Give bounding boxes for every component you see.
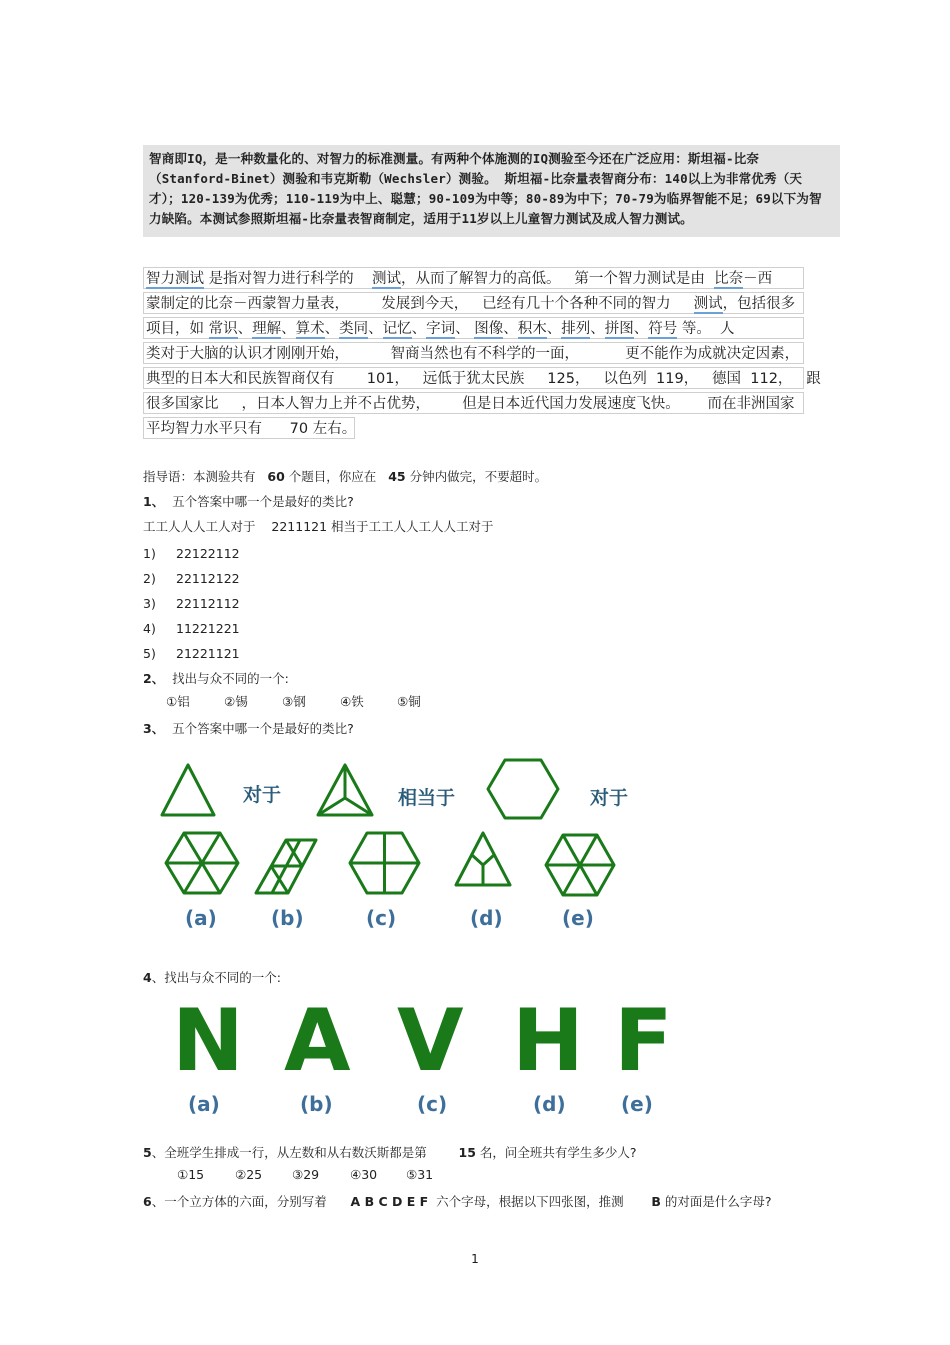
para-text: 等。 人: [677, 321, 735, 337]
link-text[interactable]: 图像: [474, 321, 504, 337]
para-text: 、: [237, 321, 253, 337]
q2-option[interactable]: ①铝: [166, 694, 190, 709]
q1-option[interactable]: 1) 22122112: [143, 546, 240, 561]
q3-label-b[interactable]: (b): [271, 906, 304, 930]
para-line-4: 类对于大脑的认识才刚刚开始， 智商当然也有不科学的一面， 更不能作为成就决定因素，: [143, 342, 804, 364]
q3-title: 3、 五个答案中哪一个是最好的类比?: [143, 721, 354, 736]
para-text: 、: [633, 321, 649, 337]
q5-option[interactable]: ①15: [177, 1167, 205, 1182]
para-text: ，包括很多: [722, 296, 796, 312]
q6-title: 6、一个立方体的六面，分别写着 A B C D E F 六个字母，根据以下四张图，推测 B 的对面是什么字母?: [143, 1194, 772, 1209]
q1-title: 1、 五个答案中哪一个是最好的类比?: [143, 494, 354, 509]
q4-letter-v: V: [397, 991, 464, 1091]
q2-option[interactable]: ⑤铜: [397, 694, 421, 709]
option-a-shape: [166, 833, 238, 893]
para-text: 是指对智力进行科学的: [204, 271, 373, 287]
para-line-5: 典型的日本大和民族智商仅有 101， 远低于犹太民族 125， 以色列 119， 德国 112， 跟: [143, 367, 804, 389]
q3-label-a[interactable]: (a): [185, 906, 217, 930]
para-text: 、: [281, 321, 296, 337]
option-c-shape: [350, 833, 419, 893]
para-text: 、: [455, 321, 475, 337]
q4-label-e[interactable]: (e): [621, 1092, 653, 1116]
page-number: 1: [471, 1252, 479, 1266]
link-text[interactable]: 常识: [208, 321, 238, 337]
link-text[interactable]: 比奈: [714, 271, 744, 287]
link-text[interactable]: 积木: [517, 321, 547, 337]
link-text[interactable]: 排列: [561, 321, 591, 337]
q4-letter-n: N: [172, 991, 244, 1091]
para-text: 、: [503, 321, 518, 337]
q4-letter-f: F: [614, 991, 673, 1091]
triangle-shape: [162, 765, 214, 815]
q3-label-e[interactable]: (e): [562, 906, 594, 930]
para-text: 、: [411, 321, 427, 337]
q5-option[interactable]: ③29: [292, 1167, 320, 1182]
link-text[interactable]: 测试: [693, 296, 723, 312]
q1-option[interactable]: 5) 21221121: [143, 646, 240, 661]
q5-title: 5、全班学生排成一行，从左数和从右数沃斯都是第 15 名，问全班共有学生多少人?: [143, 1145, 637, 1160]
triangle-with-center-lines: [318, 765, 372, 815]
q4-letter-a: A: [284, 991, 351, 1091]
intro-line: 智商即IQ，是一种数量化的、对智力的标准测量。有两种个体施测的IQ测验至今还在广泛应用：斯坦福-比奈: [149, 151, 760, 166]
q2-option[interactable]: ③钢: [282, 694, 306, 709]
q5-option[interactable]: ②25: [235, 1167, 263, 1182]
option-e-shape: [546, 835, 614, 895]
q1-option[interactable]: 4) 11221221: [143, 621, 240, 636]
q3-label-c[interactable]: (c): [366, 906, 397, 930]
link-text[interactable]: 测试: [372, 271, 402, 287]
q4-label-b[interactable]: (b): [300, 1092, 333, 1116]
link-text[interactable]: 智力测试: [146, 271, 204, 287]
link-text[interactable]: 字词: [426, 321, 456, 337]
link-text[interactable]: 记忆: [382, 321, 412, 337]
q3-word: 对于: [243, 784, 282, 806]
q4-label-a[interactable]: (a): [188, 1092, 220, 1116]
para-text: ，从而了解智力的高低。 第一个智力测试是由: [401, 271, 715, 287]
q1-option[interactable]: 2) 22112122: [143, 571, 240, 586]
para-text: 、: [324, 321, 340, 337]
para-text: 项目，如: [146, 321, 209, 337]
q3-word: 对于: [590, 787, 629, 809]
link-text[interactable]: 算术: [295, 321, 325, 337]
option-d-shape: [456, 833, 510, 885]
para-line-7: 平均智力水平只有 70 左右。: [143, 417, 355, 439]
q2-option[interactable]: ④铁: [340, 694, 364, 709]
q2-title: 2、 找出与众不同的一个:: [143, 671, 289, 686]
link-text[interactable]: 拼图: [604, 321, 634, 337]
para-text: 、: [546, 321, 562, 337]
q3-label-d[interactable]: (d): [470, 906, 503, 930]
para-text: 、: [368, 321, 383, 337]
intro-line: （Stanford-Binet）测验和韦克斯勒（Wechsler）测验。 斯坦福-比奈量表智商分布：140以上为非常优秀（天: [149, 171, 803, 186]
intro-line: 力缺陷。本测试参照斯坦福-比奈量表智商制定，适用于11岁以上儿童智力测试及成人智力测试。: [149, 211, 693, 226]
q4-title: 4、找出与众不同的一个:: [143, 970, 281, 985]
link-text[interactable]: 符号: [648, 321, 678, 337]
para-line-6: 很多国家比 ，日本人智力上并不占优势， 但是日本近代国力发展速度飞快。 而在非洲国家: [143, 392, 804, 414]
q3-word: 相当于: [398, 787, 456, 809]
intro-line: 才）；120-139为优秀；110-119为中上、聪慧；90-109为中等；80-89为中下；70-79为临界智能不足；69以下为智: [149, 191, 822, 206]
link-text[interactable]: 类同: [339, 321, 369, 337]
q4-label-d[interactable]: (d): [533, 1092, 566, 1116]
hexagon-shape: [488, 760, 558, 818]
q1-stem: 工工人人人工人对于 2211121 相当于工工人人工人人工对于: [143, 519, 494, 534]
link-text[interactable]: 理解: [252, 321, 282, 337]
q1-option[interactable]: 3) 22112112: [143, 596, 240, 611]
para-text: －西: [743, 271, 773, 287]
q2-option[interactable]: ②锡: [224, 694, 248, 709]
q5-option[interactable]: ⑤31: [406, 1167, 434, 1182]
q4-letter-h: H: [512, 991, 584, 1091]
para-text: 蒙制定的比奈－西蒙智力量表， 发展到今天， 已经有几十个各种不同的智力: [146, 296, 694, 312]
guide-text: 指导语：本测验共有 60 个题目，你应在 45 分钟内做完，不要超时。: [143, 469, 548, 484]
q5-option[interactable]: ④30: [350, 1167, 378, 1182]
para-text: 、: [590, 321, 605, 337]
q4-label-c[interactable]: (c): [417, 1092, 448, 1116]
option-b-shape: [256, 840, 316, 893]
